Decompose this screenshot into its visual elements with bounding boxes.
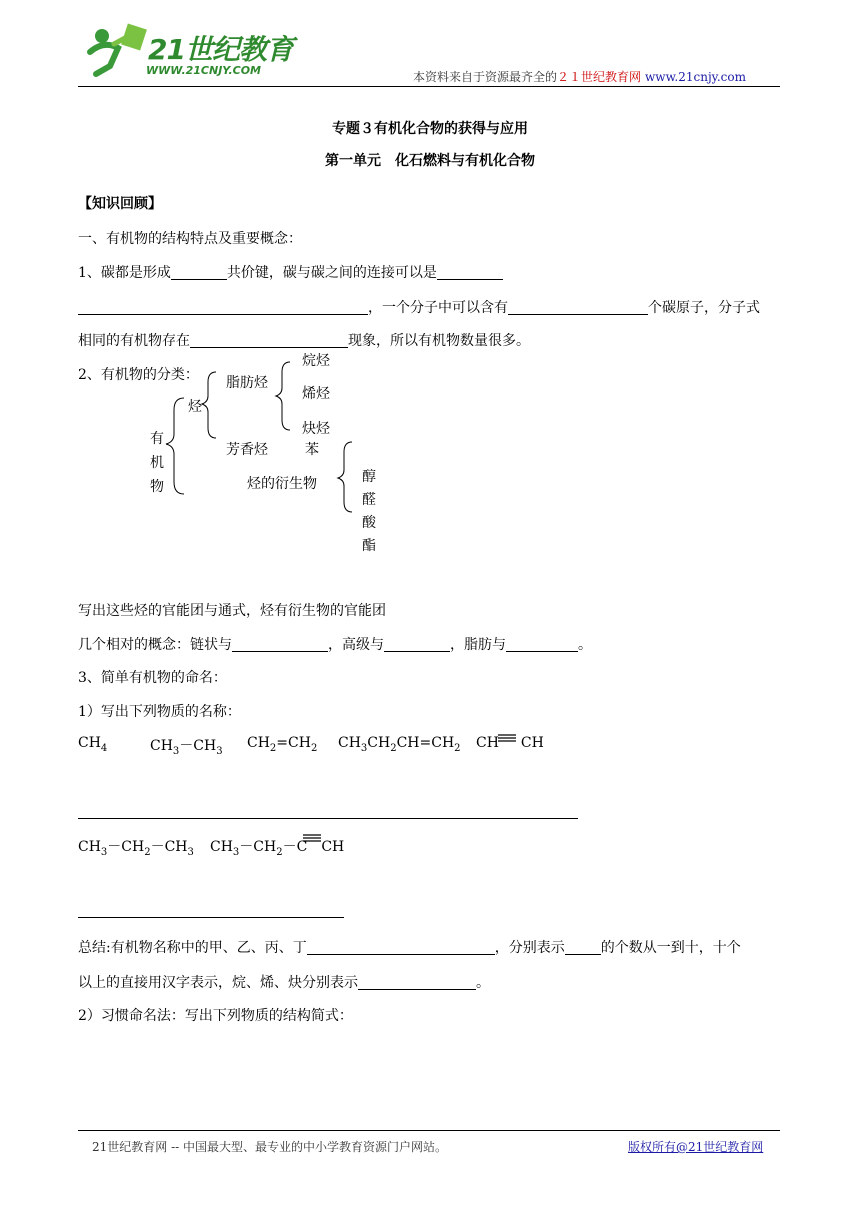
class-aldehyde: 醛	[362, 492, 376, 508]
relative-concepts	[78, 634, 592, 654]
summary-comma: ，	[494, 940, 509, 956]
class-alkane: 烷烃	[302, 353, 330, 369]
formula-methane: $CH_4$	[78, 735, 108, 754]
answer-blank[interactable]	[307, 940, 495, 955]
relative-text-d: 。	[578, 637, 592, 653]
formula-ethene: $CH_2=CH_2$	[247, 735, 318, 754]
answer-blank[interactable]	[78, 300, 368, 315]
logo-url: WWW.21CNJY.COM	[146, 64, 261, 77]
relative-text-b: ，高级与	[328, 637, 384, 653]
relative-text-c: ，脂肪与	[450, 637, 506, 653]
class-derivatives: 烃的衍生物	[247, 476, 317, 492]
answer-blank[interactable]	[358, 975, 476, 990]
q1-text-f: 现象，所以有机物数量很多。	[348, 333, 530, 349]
q1-line1	[78, 262, 503, 282]
summary-text-a: 总结:有机物名称中的甲、乙、丙、丁	[78, 940, 307, 956]
answer-blank[interactable]	[190, 333, 348, 348]
header-rule	[78, 86, 780, 87]
class-ester: 酯	[362, 538, 376, 554]
footer-rule	[78, 1130, 780, 1131]
summary-text-e: 。	[476, 975, 490, 991]
logo-text: 21世纪教育	[148, 33, 293, 66]
q1-line2	[78, 297, 760, 317]
q1-text-a: 1、碳都是形成	[78, 265, 171, 281]
answer-blank[interactable]	[565, 940, 601, 955]
answer-blank[interactable]	[506, 637, 578, 652]
class-aliphatic: 脂肪烃	[226, 375, 268, 391]
part1-heading: 一、有机物的结构特点及重要概念：	[78, 231, 302, 247]
footer-copyright-link[interactable]: 版权所有@21世纪教育网	[628, 1140, 764, 1154]
class-benzene: 苯	[305, 442, 319, 458]
source-prefix: 本资料来自于资源最齐全的	[413, 70, 558, 84]
class-organic-2: 机	[150, 455, 164, 471]
answer-blank[interactable]	[384, 637, 450, 652]
q1-text-d: 个碳原子，分子式	[648, 300, 760, 316]
q1-text-b: 共价键，碳与碳之间的连接可以是	[226, 265, 437, 281]
class-organic-1: 有	[150, 431, 164, 447]
q3-heading: 3、简单有机物的命名：	[78, 670, 227, 686]
source-site[interactable]: ２１世纪教育网	[557, 70, 642, 84]
formula-butyne: $CH_3-CH_2-C$ CH	[210, 839, 345, 858]
q1-text-c: ，一个分子中可以含有	[368, 300, 508, 316]
source-url[interactable]: www.21cnjy.com	[645, 70, 746, 84]
page-subtitle: 第一单元 化石燃料与有机化合物	[325, 153, 535, 169]
answer-blank[interactable]	[232, 637, 328, 652]
functional-groups-prompt: 写出这些烃的官能团与通式，烃有衍生物的官能团	[78, 603, 386, 619]
triple-bond-icon	[302, 831, 322, 841]
relative-text-a: 几个相对的概念：链状与	[78, 637, 232, 653]
class-alkyne: 炔烃	[302, 421, 330, 437]
q3-2-heading: 2）习惯命名法：写出下列物质的结构简式：	[78, 1008, 353, 1024]
class-alcohol: 醇	[362, 469, 376, 485]
answer-line[interactable]	[78, 917, 344, 918]
class-alkene: 烯烃	[302, 386, 330, 402]
class-aromatic: 芳香烃	[226, 442, 268, 458]
formula-propane: $CH_3-CH_2-CH_3$	[78, 839, 194, 858]
summary-line1	[78, 937, 741, 957]
q3-1-heading: 1）写出下列物质的名称：	[78, 704, 241, 720]
q1-text-e: 相同的有机物存在	[78, 333, 190, 349]
footer-left: 21世纪教育网 -- 中国最大型、最专业的中小学教育资源门户网站。	[92, 1140, 448, 1154]
q1-line3	[78, 330, 530, 350]
summary-text-b: 分别表示	[508, 940, 565, 956]
class-hydrocarbon: 烃	[188, 399, 202, 415]
summary-text-d: 以上的直接用汉字表示，烷、烯、炔分别表示	[78, 975, 358, 991]
answer-line[interactable]	[78, 818, 578, 819]
formula-ethane: $CH_3-CH_3$	[150, 738, 223, 757]
header-source	[413, 68, 746, 85]
answer-blank[interactable]	[171, 265, 227, 280]
formula-ethyne: CH CH	[476, 735, 544, 751]
formula-butene: $CH_3CH_2CH=CH_2$	[338, 735, 461, 754]
triple-bond-icon	[497, 731, 517, 741]
summary-line2	[78, 972, 490, 992]
review-heading: 【知识回顾】	[78, 196, 162, 212]
class-organic-3: 物	[150, 479, 164, 495]
q2-heading: 2、有机物的分类：	[78, 367, 199, 383]
summary-text-c: 的个数从一到十，十个	[600, 940, 741, 956]
answer-blank[interactable]	[437, 265, 503, 280]
class-acid: 酸	[362, 515, 376, 531]
page-title: 专题３有机化合物的获得与应用	[332, 121, 528, 137]
answer-blank[interactable]	[508, 300, 648, 315]
